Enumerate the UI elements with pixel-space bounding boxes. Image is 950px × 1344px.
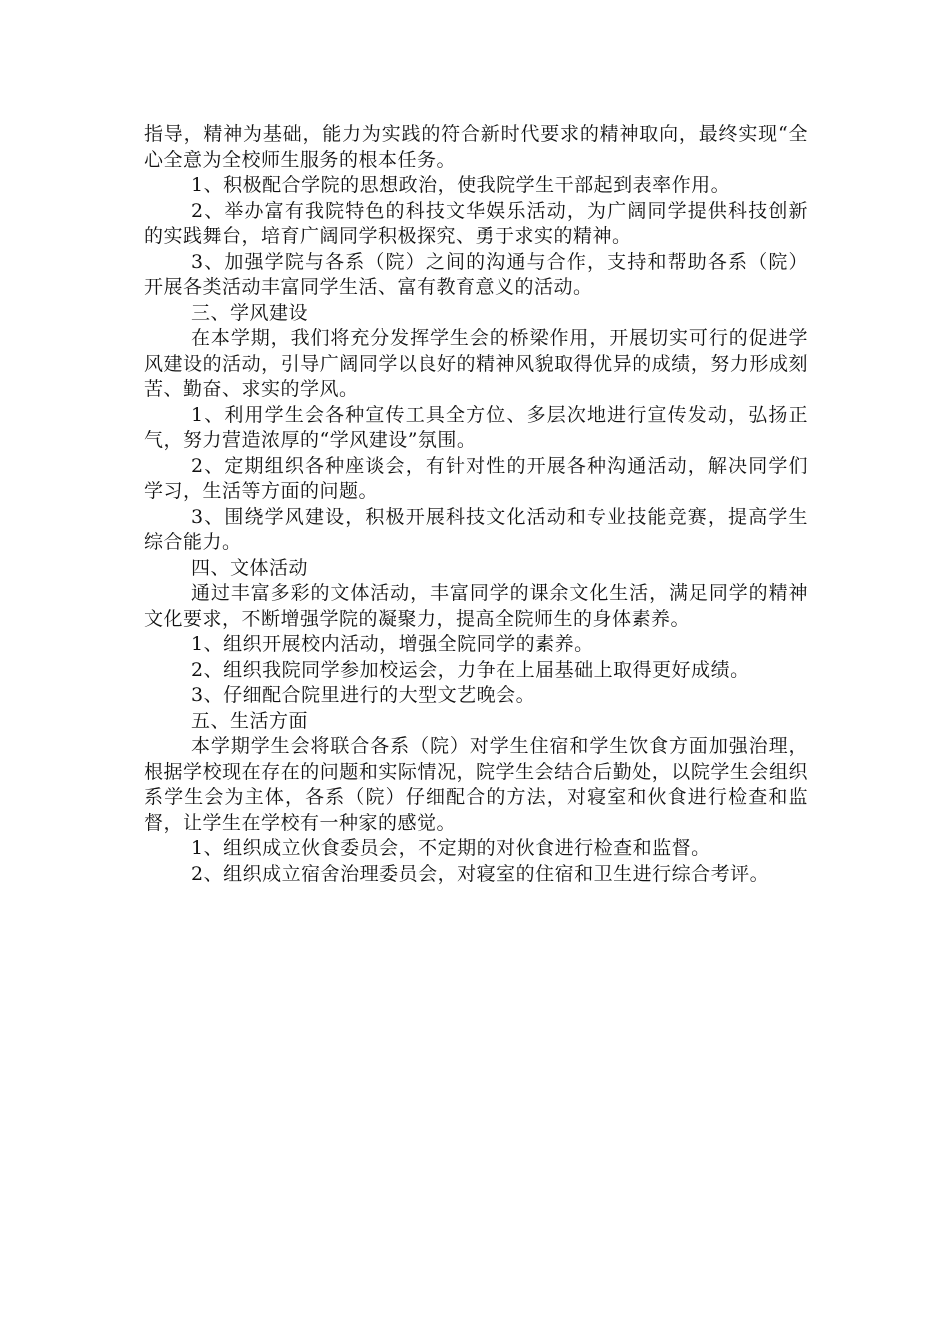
list-item: 3、仔细配合院里进行的大型文艺晚会。 bbox=[191, 684, 536, 706]
list-item: 2、定期组织各种座谈会，有针对性的开展各种沟通活动，解决同学们学习，生活等方面的问题。 bbox=[144, 454, 808, 502]
list-item: 1、积极配合学院的思想政治，使我院学生干部起到表率作用。 bbox=[191, 174, 731, 196]
section-paragraph: 通过丰富多彩的文体活动，丰富同学的课余文化生活，满足同学的精神文化要求，不断增强学院的凝聚力，提高全院师生的身体素养。 bbox=[144, 582, 808, 630]
list-item: 3、围绕学风建设，积极开展科技文化活动和专业技能竞赛，提高学生综合能力。 bbox=[144, 505, 808, 553]
section-paragraph: 本学期学生会将联合各系（院）对学生住宿和学生饮食方面加强治理，根据学校现在存在的问题和实际情况，院学生会结合后勤处，以院学生会组织系学生会为主体，各系（院）仔细配合的方法，对寝室和伙食进行检查和监督，让学生在学校有一种家的感觉。 bbox=[144, 735, 808, 834]
section-heading: 三、学风建设 bbox=[191, 301, 309, 324]
list-item: 1、利用学生会各种宣传工具全方位、多层次地进行宣传发动，弘扬正气，努力营造浓厚的“学风建设”氛围。 bbox=[144, 403, 808, 451]
list-item: 2、举办富有我院特色的科技文华娱乐活动，为广阔同学提供科技创新的实践舞台，培育广阔同学积极探究、勇于求实的精神。 bbox=[144, 199, 808, 247]
section-heading: 五、生活方面 bbox=[191, 709, 309, 732]
list-item: 1、组织开展校内活动，增强全院同学的素养。 bbox=[191, 633, 594, 655]
list-item: 3、加强学院与各系（院）之间的沟通与合作，支持和帮助各系（院）开展各类活动丰富同学生活、富有教育意义的活动。 bbox=[144, 250, 808, 298]
section-heading: 四、文体活动 bbox=[191, 556, 309, 579]
list-item: 1、组织成立伙食委员会，不定期的对伙食进行检查和监督。 bbox=[191, 837, 711, 859]
section-paragraph: 在本学期，我们将充分发挥学生会的桥梁作用，开展切实可行的促进学风建设的活动，引导广阔同学以良好的精神风貌取得优异的成绩，努力形成刻苦、勤奋、求实的学风。 bbox=[144, 327, 808, 400]
document-body bbox=[144, 122, 808, 887]
intro-paragraph: 指导，精神为基础，能力为实践的符合新时代要求的精神取向，最终实现“全心全意为全校师生服务的根本任务。 bbox=[144, 123, 808, 171]
list-item: 2、组织我院同学参加校运会，力争在上届基础上取得更好成绩。 bbox=[191, 658, 750, 681]
list-item: 2、组织成立宿舍治理委员会，对寝室的住宿和卫生进行综合考评。 bbox=[191, 862, 770, 885]
